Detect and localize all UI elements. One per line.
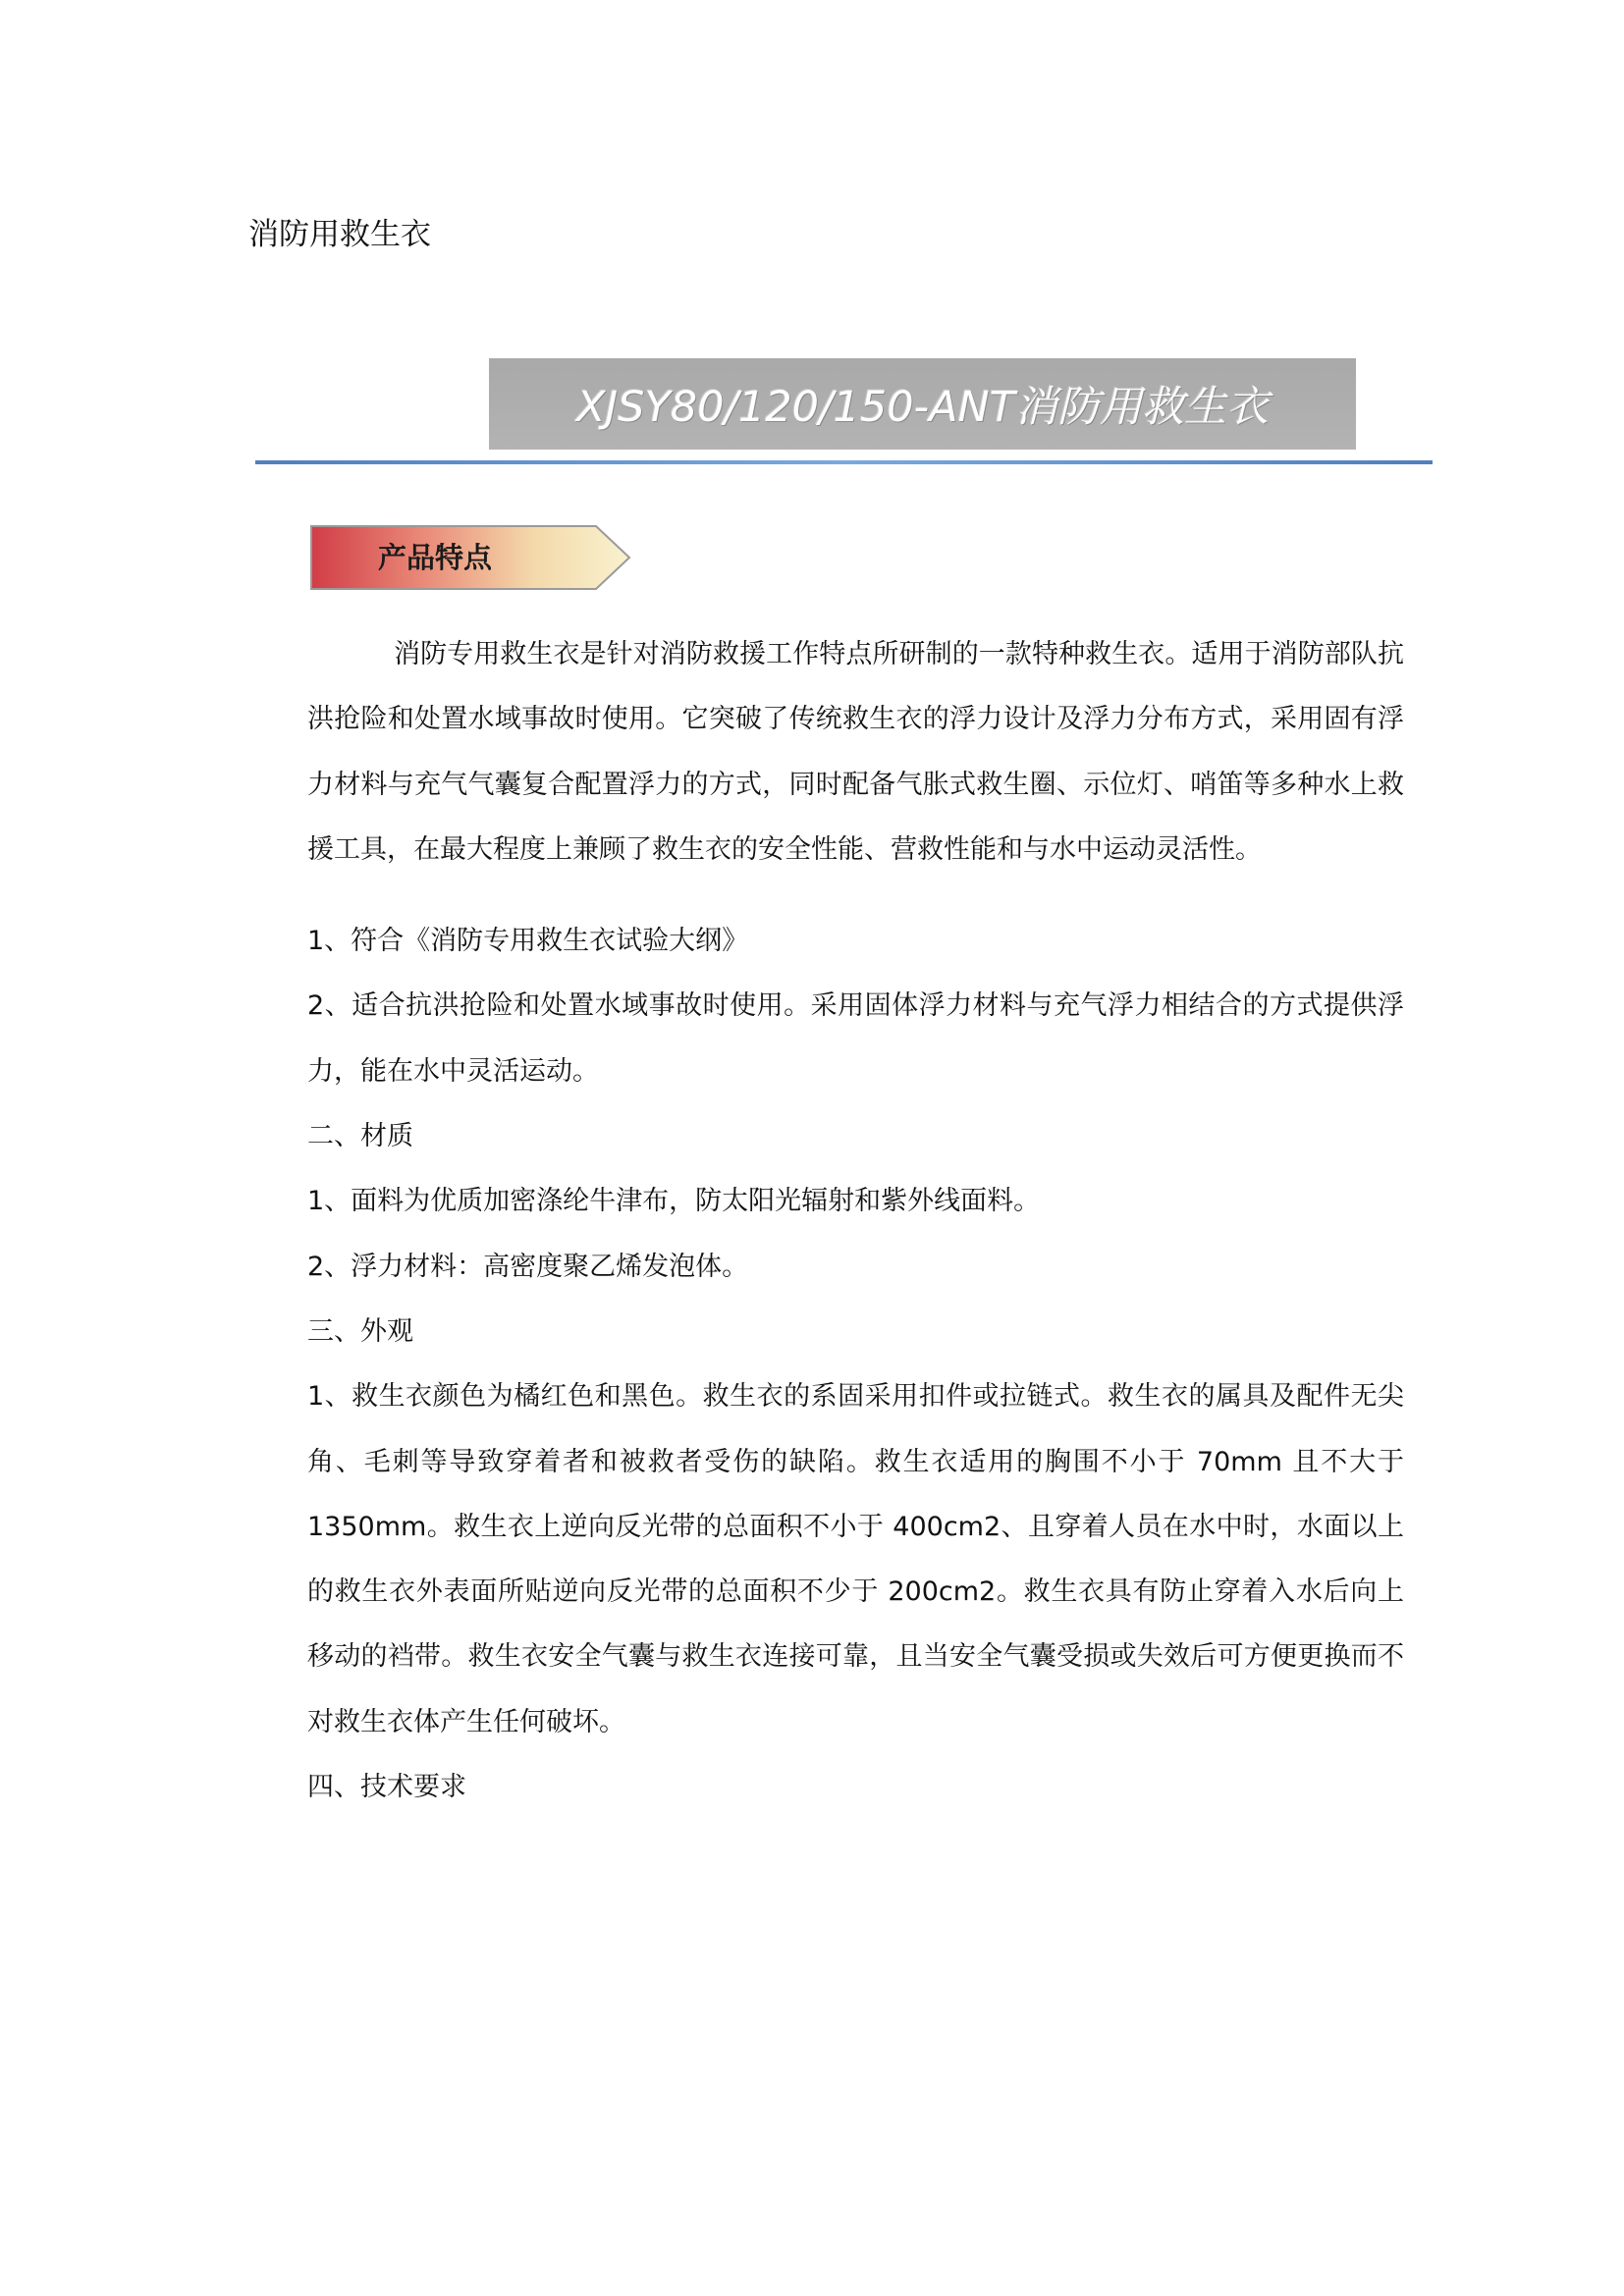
header-divider <box>255 459 1433 465</box>
document-body <box>307 622 1404 1820</box>
section-tag-label: 产品特点 <box>378 541 493 574</box>
section-tag <box>309 524 633 591</box>
document-title: 消防用救生衣 <box>248 217 431 252</box>
section-heading: 二、材质 <box>307 1121 413 1152</box>
intro-paragraph: 消防专用救生衣是针对消防救援工作特点所研制的一款特种救生衣。适用于消防部队抗洪抢险和处置水域事故时使用。它突破了传统救生衣的浮力设计及浮力分布方式，采用固有浮力材料与充气气囊复合配置浮力的方式，同时配备气胀式救生圈、示位灯、哨笛等多种水上救援工具，在最大程度上兼顾了救生衣的安全性能、营救性能和与水中运动灵活性。 <box>307 639 1404 865</box>
banner-title: XJSY80/120/150-ANT消防用救生衣 <box>576 383 1269 432</box>
product-banner <box>489 358 1356 450</box>
body-paragraph: 1、面料为优质加密涤纶牛津布，防太阳光辐射和紫外线面料。 <box>307 1186 1041 1217</box>
body-paragraph: 2、浮力材料：高密度聚乙烯发泡体。 <box>307 1251 749 1282</box>
section-heading: 四、技术要求 <box>307 1772 466 1803</box>
body-paragraph: 1、救生衣颜色为橘红色和黑色。救生衣的系固采用扣件或拉链式。救生衣的属具及配件无尖角、毛刺等导致穿着者和被救者受伤的缺陷。救生衣适用的胸围不小于 70mm 且不大于 1350mm。救生衣上逆向反光带的总面积不小于 400cm2、且穿着人员在水中时，水面以上的救生衣外表面所贴逆向反光带的总面积不少于 200cm2。救生衣具有防止穿着入水后向上移动的裆带。救生衣安全气囊与救生衣连接可靠，且当安全气囊受损或失效后可方便更换而不对救生衣体产生任何破坏。 <box>307 1381 1404 1737</box>
body-paragraph: 2、适合抗洪抢险和处置水域事故时使用。采用固体浮力材料与充气浮力相结合的方式提供浮力，能在水中灵活运动。 <box>307 990 1404 1087</box>
section-heading: 三、外观 <box>307 1315 413 1347</box>
body-paragraph: 1、符合《消防专用救生衣试验大纲》 <box>307 926 749 957</box>
